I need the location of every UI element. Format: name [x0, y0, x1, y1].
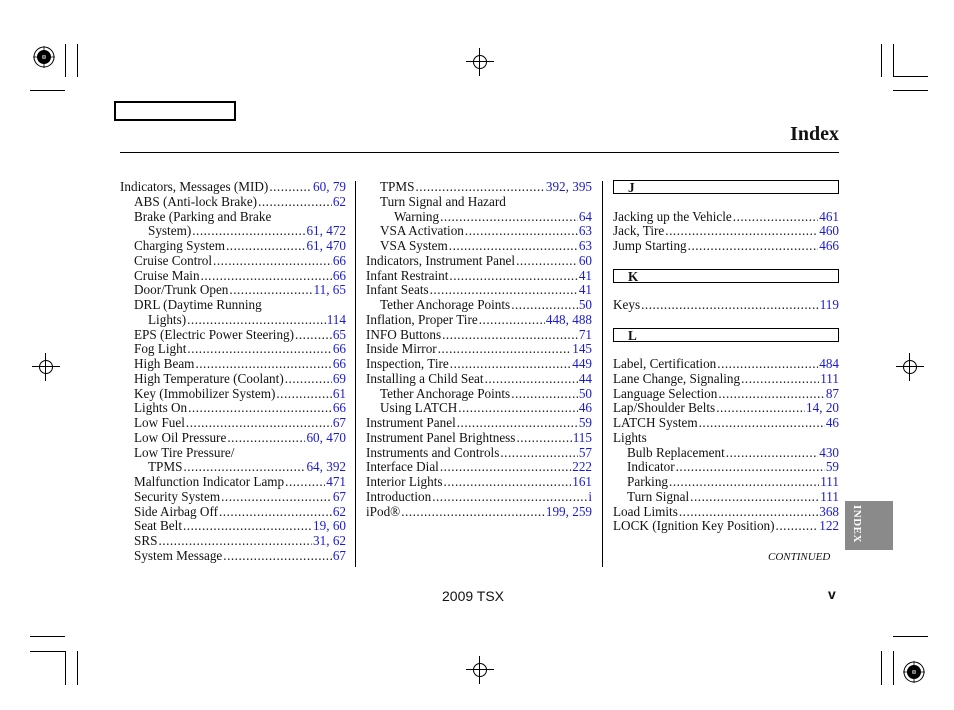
index-heading: DRL (Daytime Running: [134, 297, 262, 312]
spacer: [613, 254, 839, 269]
entry-term: Jacking up the Vehicle: [613, 208, 732, 224]
crop-mark: [893, 44, 894, 77]
entry-term: Tether Anchorage Points: [380, 385, 511, 401]
leader-dots: [440, 210, 578, 225]
leader-dots: [438, 342, 572, 357]
leader-dots: [183, 519, 312, 534]
leader-dots: [219, 505, 332, 520]
section-label-box: [114, 101, 236, 121]
crop-mark: [65, 44, 66, 77]
registration-crosshair-icon: [32, 353, 60, 381]
leader-dots: [440, 460, 571, 475]
entry-term: System): [148, 223, 192, 239]
leader-dots: [679, 505, 818, 520]
index-entry: [366, 505, 592, 520]
page-reference-link[interactable]: 119: [819, 297, 839, 312]
page-reference-link[interactable]: 64: [578, 208, 592, 224]
index-entry: [613, 298, 839, 313]
index-entry: [120, 195, 346, 210]
page-reference-link[interactable]: 19, 60: [313, 518, 346, 534]
entry-term: Load Limits: [613, 503, 678, 519]
index-entry: [366, 416, 592, 431]
side-tab-label: INDEX: [851, 505, 863, 543]
entry-term: Interior Lights: [366, 474, 443, 489]
page-reference-link[interactable]: 61, 472: [306, 223, 346, 239]
entry-term: iPod®: [366, 503, 401, 519]
index-entry: [120, 342, 346, 357]
crop-mark: [30, 651, 65, 652]
index-entry: [366, 269, 592, 284]
page-reference-link[interactable]: 449: [572, 356, 592, 371]
leader-dots: [676, 460, 825, 475]
page-reference-link[interactable]: 61: [332, 385, 346, 401]
leader-dots: [449, 239, 578, 254]
page-reference-link[interactable]: 66: [332, 341, 346, 357]
index-entry: [366, 460, 592, 475]
index-entry: [366, 475, 592, 490]
leader-dots: [158, 534, 312, 549]
leader-dots: [511, 298, 578, 313]
index-entry: [613, 519, 839, 534]
entry-term: EPS (Electric Power Steering): [134, 326, 295, 342]
index-heading: Lights: [613, 429, 647, 445]
crop-mark: [77, 44, 78, 77]
page-reference-link[interactable]: 111: [820, 474, 839, 489]
page-reference-link[interactable]: 60, 470: [306, 429, 346, 445]
index-entry: [366, 313, 592, 328]
page-reference-link[interactable]: 115: [572, 429, 592, 445]
entry-term: Label, Certification: [613, 356, 717, 371]
index-entry: [366, 254, 592, 269]
index-entry: [120, 416, 346, 431]
entry-term: ABS (Anti-lock Brake): [134, 193, 258, 209]
leader-dots: [716, 401, 805, 416]
leader-dots: [641, 298, 819, 313]
section-letter-heading: J: [613, 180, 839, 194]
page-reference-link[interactable]: 484: [819, 356, 839, 371]
page-reference-link[interactable]: 69: [332, 370, 346, 386]
leader-dots: [401, 505, 545, 520]
entry-term: Instrument Panel Brightness: [366, 429, 516, 445]
leader-dots: [183, 460, 305, 475]
entry-term: INFO Buttons: [366, 326, 442, 342]
index-column-1: [120, 180, 346, 564]
entry-term: Infant Restraint: [366, 267, 449, 283]
index-entry: [366, 328, 592, 343]
page-reference-link[interactable]: 67: [332, 547, 346, 563]
index-entry: [613, 357, 839, 372]
leader-dots: [226, 239, 305, 254]
registration-star-icon: [33, 46, 55, 68]
entry-term: Key (Immobilizer System): [134, 385, 276, 401]
index-entry: [366, 372, 592, 387]
page-reference-link[interactable]: 466: [819, 238, 839, 253]
entry-term: Indicators, Messages (MID): [120, 179, 269, 194]
index-entry: [120, 490, 346, 505]
entry-term: Cruise Main: [134, 267, 200, 283]
index-entry: [613, 210, 839, 225]
section-letter-heading: K: [613, 269, 839, 283]
entry-term: Instruments and Controls: [366, 444, 500, 460]
page-reference-link[interactable]: 50: [578, 297, 592, 312]
leader-dots: [444, 475, 572, 490]
entry-term: Using LATCH: [380, 400, 458, 416]
crop-mark: [893, 636, 928, 637]
index-entry: [613, 387, 839, 402]
page-reference-link[interactable]: 368: [819, 503, 839, 519]
crop-mark: [30, 636, 65, 637]
index-entry: [120, 387, 346, 402]
leader-dots: [223, 549, 332, 564]
crop-mark: [893, 651, 894, 685]
entry-term: Lights On: [134, 400, 188, 416]
entry-term: Language Selection: [613, 385, 718, 401]
leader-dots: [295, 328, 332, 343]
index-entry: [120, 534, 346, 549]
leader-dots: [442, 328, 578, 343]
leader-dots: [457, 416, 578, 431]
registration-crosshair-icon: [466, 656, 494, 684]
entry-term: Interface Dial: [366, 459, 439, 475]
leader-dots: [285, 475, 325, 490]
index-column-3: [613, 180, 839, 534]
leader-dots: [665, 224, 818, 239]
index-heading: Turn Signal and Hazard: [380, 193, 506, 209]
entry-term: Infant Seats: [366, 282, 429, 298]
index-entry: [366, 401, 592, 416]
page-reference-link[interactable]: 64, 392: [306, 459, 346, 475]
index-entry: [613, 460, 839, 475]
entry-term: SRS: [134, 533, 158, 548]
entry-term: Tether Anchorage Points: [380, 297, 511, 312]
page-reference-link[interactable]: 111: [820, 370, 839, 386]
leader-dots: [733, 210, 818, 225]
registration-crosshair-icon: [466, 48, 494, 76]
index-heading: Low Tire Pressure/: [134, 444, 235, 460]
page-reference-link[interactable]: 31, 62: [313, 533, 346, 548]
entry-term: Side Airbag Off: [134, 503, 218, 519]
index-entry: [366, 446, 592, 461]
leader-dots: [269, 180, 312, 195]
page-reference-link[interactable]: 66: [332, 400, 346, 416]
page-reference-link[interactable]: 57: [578, 444, 592, 460]
leader-dots: [718, 387, 824, 402]
leader-dots: [465, 224, 578, 239]
entry-term: Lane Change, Signaling: [613, 370, 741, 386]
leader-dots: [258, 195, 332, 210]
leader-dots: [717, 357, 818, 372]
leader-dots: [500, 446, 577, 461]
entry-term: Low Oil Pressure: [134, 429, 227, 445]
page-reference-link[interactable]: 14, 20: [806, 400, 839, 416]
spacer: [613, 313, 839, 328]
page-reference-link[interactable]: 61, 470: [306, 238, 346, 253]
leader-dots: [776, 519, 819, 534]
entry-term: Seat Belt: [134, 518, 182, 534]
registration-crosshair-icon: [896, 353, 924, 381]
entry-term: Introduction: [366, 488, 432, 504]
index-entry: [366, 490, 592, 505]
page-reference-link[interactable]: 60: [578, 252, 592, 268]
entry-term: System Message: [134, 547, 223, 563]
leader-dots: [192, 224, 305, 239]
crop-mark: [881, 651, 882, 685]
crop-mark: [893, 76, 928, 77]
page-reference-link[interactable]: 67: [332, 415, 346, 430]
entry-term: Turn Signal: [627, 488, 690, 504]
crop-mark: [30, 90, 65, 91]
entry-term: Jump Starting: [613, 238, 687, 253]
leader-dots: [690, 490, 819, 505]
page-reference-link[interactable]: 44: [578, 370, 592, 386]
index-entry: [120, 283, 346, 298]
leader-dots: [699, 416, 825, 431]
page-reference-link[interactable]: 222: [572, 459, 592, 475]
leader-dots: [479, 313, 545, 328]
entry-term: Inflation, Proper Tire: [366, 311, 478, 327]
index-entry: [366, 431, 592, 446]
index-entry: [366, 239, 592, 254]
continued-label: CONTINUED: [768, 551, 831, 563]
leader-dots: [449, 269, 577, 284]
registration-star-icon: [903, 661, 925, 683]
column-divider: [355, 181, 356, 567]
entry-term: Malfunction Indicator Lamp: [134, 474, 285, 489]
page-reference-link[interactable]: 199, 259: [545, 503, 592, 519]
index-entry: [366, 342, 592, 357]
page-reference-link[interactable]: 114: [326, 311, 346, 327]
page-reference-link[interactable]: 60, 79: [313, 179, 346, 194]
entry-term: Indicators, Instrument Panel: [366, 252, 516, 268]
index-entry: [366, 357, 592, 372]
leader-dots: [285, 372, 332, 387]
page-reference-link[interactable]: 63: [578, 238, 592, 253]
page-reference-link[interactable]: 62: [332, 193, 346, 209]
entry-term: LATCH System: [613, 415, 698, 430]
page-reference-link[interactable]: 461: [819, 208, 839, 224]
entry-term: Installing a Child Seat: [366, 370, 484, 386]
leader-dots: [415, 180, 544, 195]
index-entry: [120, 372, 346, 387]
footer-model: 2009 TSX: [442, 588, 505, 604]
leader-dots: [195, 357, 331, 372]
index-entry: [366, 283, 592, 298]
entry-term: Charging System: [134, 238, 225, 253]
index-entry: [366, 298, 592, 313]
page-reference-link[interactable]: 430: [819, 444, 839, 460]
leader-dots: [450, 357, 571, 372]
index-entry: [366, 180, 592, 195]
index-entry: [120, 254, 346, 269]
page-reference-link[interactable]: 59: [825, 459, 839, 475]
page-reference-link[interactable]: 111: [820, 488, 839, 504]
leader-dots: [458, 401, 578, 416]
leader-dots: [511, 387, 578, 402]
entry-term: Bulb Replacement: [627, 444, 725, 460]
page-reference-link[interactable]: 66: [332, 252, 346, 268]
page-reference-link[interactable]: 46: [825, 415, 839, 430]
page-reference-link[interactable]: 41: [578, 282, 592, 298]
entry-term: Low Fuel: [134, 415, 185, 430]
crop-mark: [881, 44, 882, 77]
page-reference-link[interactable]: 67: [332, 488, 346, 504]
index-entry: [120, 269, 346, 284]
entry-term: High Beam: [134, 356, 195, 371]
index-entry: [120, 239, 346, 254]
entry-term: Lap/Shoulder Belts: [613, 400, 716, 416]
entry-term: Inspection, Tire: [366, 356, 449, 371]
leader-dots: [221, 490, 332, 505]
entry-term: Instrument Panel: [366, 415, 456, 430]
page-reference-link[interactable]: 460: [819, 223, 839, 239]
page-reference-link[interactable]: 87: [825, 385, 839, 401]
page-reference-link[interactable]: 46: [578, 400, 592, 416]
page-reference-link[interactable]: 122: [819, 518, 839, 534]
entry-term: Cruise Control: [134, 252, 213, 268]
entry-term: Warning: [394, 208, 440, 224]
entry-term: TPMS: [380, 179, 415, 194]
leader-dots: [669, 475, 819, 490]
index-entry: [613, 490, 839, 505]
index-entry: [120, 431, 346, 446]
index-entry: [366, 210, 592, 225]
page-reference-link[interactable]: 448, 488: [545, 311, 592, 327]
index-entry: [120, 224, 346, 239]
entry-term: TPMS: [148, 459, 183, 475]
index-side-tab[interactable]: [845, 501, 893, 550]
entry-term: LOCK (Ignition Key Position): [613, 518, 775, 534]
entry-term: Door/Trunk Open: [134, 282, 229, 298]
page-reference-link[interactable]: 41: [578, 267, 592, 283]
index-entry: [120, 460, 346, 475]
page-reference-link[interactable]: 11, 65: [313, 282, 346, 298]
page-reference-link[interactable]: 145: [572, 341, 592, 357]
index-entry: [613, 401, 839, 416]
leader-dots: [688, 239, 819, 254]
leader-dots: [516, 431, 571, 446]
entry-term: Jack, Tire: [613, 223, 665, 239]
page-reference-link[interactable]: 63: [578, 223, 592, 239]
leader-dots: [430, 283, 578, 298]
index-entry: [120, 519, 346, 534]
entry-term: Indicator: [627, 459, 675, 475]
entry-term: Fog Light: [134, 341, 187, 357]
page-number: v: [828, 586, 836, 602]
leader-dots: [187, 313, 326, 328]
crop-mark: [893, 90, 928, 91]
page-reference-link[interactable]: 66: [332, 356, 346, 371]
crop-mark: [77, 651, 78, 685]
section-letter-heading: L: [613, 328, 839, 342]
page-reference-link[interactable]: 66: [332, 267, 346, 283]
index-entry: [120, 475, 346, 490]
index-entry: [613, 475, 839, 490]
page-reference-link[interactable]: 59: [578, 415, 592, 430]
index-entry: [613, 416, 839, 431]
leader-dots: [186, 416, 332, 431]
page-title: Index: [790, 123, 839, 145]
leader-dots: [741, 372, 819, 387]
index-entry: [613, 239, 839, 254]
page-reference-link[interactable]: 50: [578, 385, 592, 401]
index-entry: [120, 313, 346, 328]
page-reference-link[interactable]: 471: [326, 474, 346, 489]
index-entry: [366, 387, 592, 402]
index-entry: [120, 357, 346, 372]
index-entry: [613, 224, 839, 239]
leader-dots: [516, 254, 578, 269]
entry-term: Lights): [148, 311, 187, 327]
leader-dots: [213, 254, 332, 269]
index-entry: [120, 180, 346, 195]
leader-dots: [188, 401, 332, 416]
leader-dots: [485, 372, 578, 387]
leader-dots: [432, 490, 587, 505]
entry-term: Parking: [627, 474, 669, 489]
leader-dots: [726, 446, 818, 461]
entry-term: VSA Activation: [380, 223, 464, 239]
page-reference-link[interactable]: 392, 395: [545, 179, 592, 194]
leader-dots: [276, 387, 331, 402]
index-entry: [120, 401, 346, 416]
crop-mark: [65, 651, 66, 685]
entry-term: Keys: [613, 297, 641, 312]
entry-term: High Temperature (Coolant): [134, 370, 284, 386]
page-reference-link[interactable]: i: [588, 488, 592, 504]
page-reference-link[interactable]: 71: [578, 326, 592, 342]
index-entry: [613, 505, 839, 520]
leader-dots: [187, 342, 331, 357]
index-entry: [120, 549, 346, 564]
index-entry: [613, 372, 839, 387]
index-entry: [366, 224, 592, 239]
entry-term: VSA System: [380, 238, 448, 253]
index-entry: [120, 328, 346, 343]
header-rule: [120, 152, 839, 153]
entry-term: Inside Mirror: [366, 341, 437, 357]
leader-dots: [229, 283, 312, 298]
index-entry: [120, 505, 346, 520]
index-heading: Brake (Parking and Brake: [134, 208, 272, 224]
index-column-2: [366, 180, 592, 519]
column-divider: [602, 181, 603, 567]
entry-term: Security System: [134, 488, 221, 504]
leader-dots: [201, 269, 332, 284]
page-reference-link[interactable]: 65: [332, 326, 346, 342]
page-reference-link[interactable]: 62: [332, 503, 346, 519]
leader-dots: [227, 431, 305, 446]
index-entry: [613, 446, 839, 461]
page-reference-link[interactable]: 161: [572, 474, 592, 489]
